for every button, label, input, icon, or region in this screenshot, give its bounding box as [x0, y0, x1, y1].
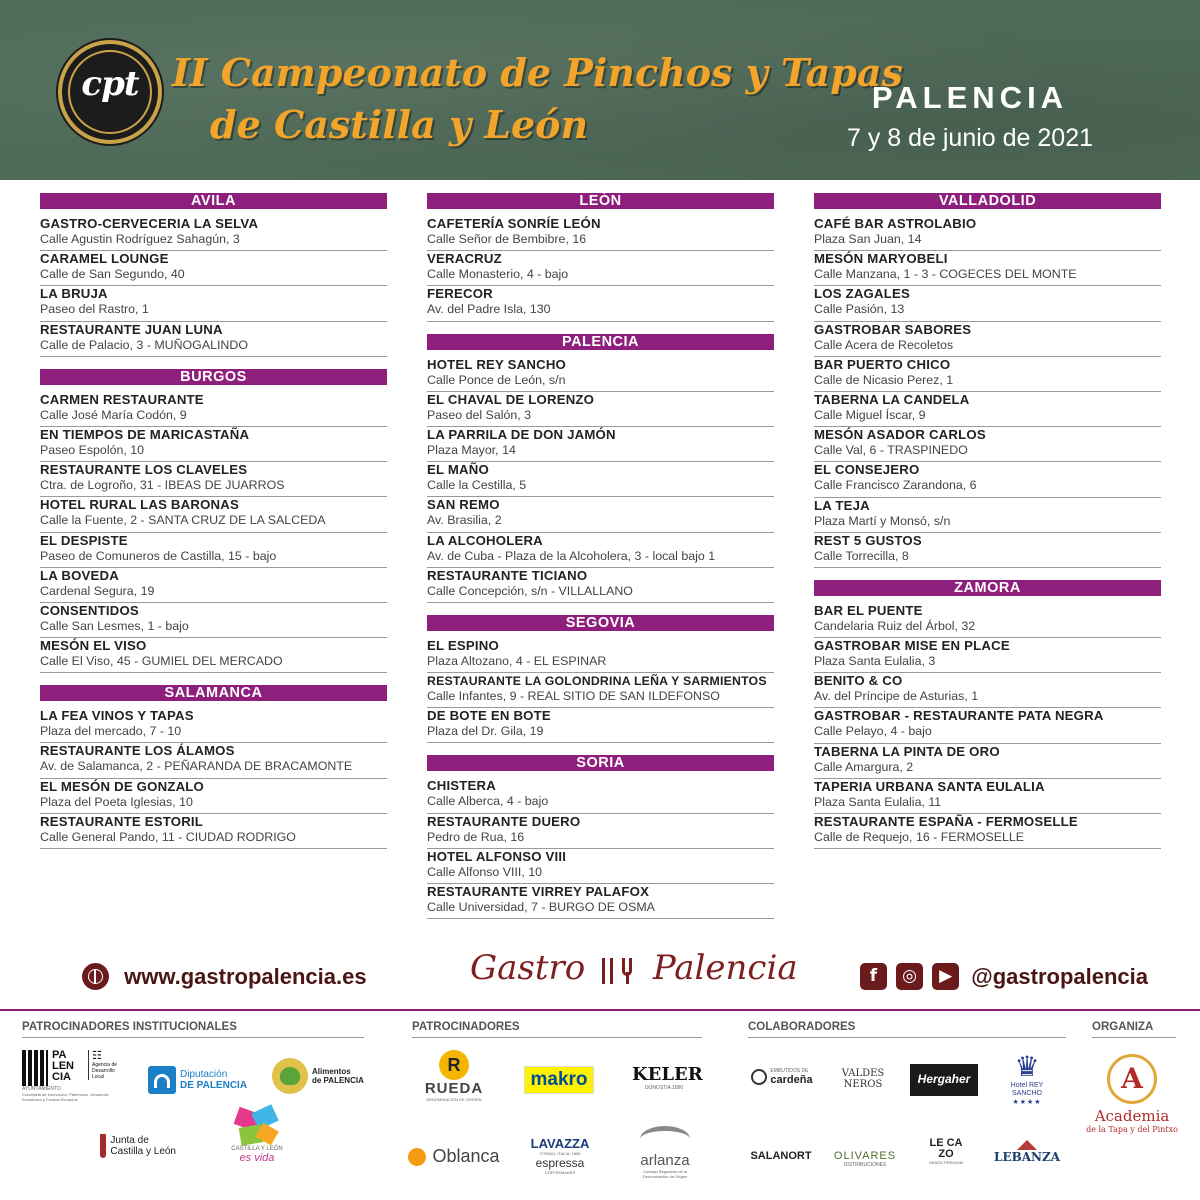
venue-entry [40, 497, 387, 532]
venue-name: LA BRUJA [40, 286, 108, 302]
venue-entry [427, 427, 774, 462]
cutlery-wine-icon [596, 950, 642, 990]
venue-address: Calle Miguel Íscar, 9 [814, 407, 926, 422]
venue-name: TABERNA LA CANDELA [814, 391, 970, 407]
venue-name: RESTAURANTE JUAN LUNA [40, 321, 223, 337]
hergaher-label: Hergaher [917, 1072, 971, 1086]
espressa-label: espressa [535, 1156, 585, 1170]
venue-entry [40, 533, 387, 568]
province-section [427, 615, 774, 744]
province-heading: SALAMANCA [40, 685, 387, 701]
gastro-palencia-logo [470, 948, 798, 1002]
junta-cyl-logo [100, 1134, 176, 1158]
venue-entry [814, 462, 1161, 497]
website-block[interactable] [82, 963, 367, 999]
venue-entry [40, 638, 387, 673]
adl-icon: ☷ [92, 1050, 102, 1062]
lecazo-label: LE CA ZO [929, 1137, 963, 1160]
lavazza-label: LAVAZZA [530, 1136, 590, 1151]
olivares-sub-label: DISTRIBUCIONES [843, 1162, 887, 1168]
venue-address: Av. de Cuba - Plaza de la Alcoholera, 3 - local bajo 1 [427, 548, 716, 563]
venue-entry [427, 251, 774, 286]
province-heading: PALENCIA [427, 334, 774, 350]
salanort-logo [748, 1150, 814, 1162]
hotel-rey-sancho-logo [996, 1052, 1058, 1106]
collaborators-rule [748, 1037, 1066, 1038]
venue-name: BENITO & CO [814, 673, 903, 689]
page-title-line-2: de Castilla y León [210, 102, 589, 147]
olivares-label: OLIVARES [833, 1150, 897, 1162]
province-heading: SORIA [427, 755, 774, 771]
venue-address: Paseo del Rastro, 1 [40, 302, 149, 317]
venue-name: EL CONSEJERO [814, 462, 920, 478]
academia-emblem-icon: A [1107, 1054, 1157, 1104]
venue-entry [814, 392, 1161, 427]
venue-entry [427, 497, 774, 532]
venue-name: LOS ZAGALES [814, 286, 910, 302]
venue-address: Calle Alberca, 4 - bajo [427, 794, 549, 809]
academia-logo [1086, 1054, 1178, 1134]
alimentos-label-2: de PALENCIA [312, 1076, 364, 1085]
venue-name: GASTROBAR SABORES [814, 321, 972, 337]
venue-name: RESTAURANTE LOS ÁLAMOS [40, 743, 235, 759]
venue-name: LA TEJA [814, 497, 870, 513]
venue-entry [427, 708, 774, 743]
instagram-icon[interactable]: ◎ [896, 963, 923, 990]
venue-address: Calle Monasterio, 4 - bajo [427, 267, 569, 282]
venue-name: EL DESPISTE [40, 532, 128, 548]
organizer-rule [1092, 1037, 1176, 1038]
venue-name: RESTAURANTE LOS CLAVELES [40, 462, 248, 478]
venue-name: LA FEA VINOS Y TAPAS [40, 708, 194, 724]
venue-address: Calle General Pando, 11 - CIUDAD RODRIGO [40, 829, 296, 844]
diputacion-label-2: DE PALENCIA [180, 1080, 248, 1091]
venue-address: Calle Infantes, 9 - REAL SITIO DE SAN ILDEFONSO [427, 689, 720, 704]
collaborators-heading: COLABORADORES [748, 1021, 856, 1033]
venue-address: Calle Torrecilla, 8 [814, 548, 909, 563]
cardena-top-label: EMBUTIDOS DE [770, 1068, 809, 1074]
venue-entry [814, 779, 1161, 814]
cardena-label: cardeña [770, 1074, 813, 1086]
venue-address: Plaza Altozano, 4 - EL ESPINAR [427, 653, 607, 668]
venue-address: Calle Agustin Rodríguez Sahagún, 3 [40, 232, 240, 246]
column-right [814, 193, 1161, 861]
mountain-icon [1017, 1140, 1037, 1150]
cyl-star-icon [232, 1106, 282, 1146]
venue-entry [427, 357, 774, 392]
ayuntamiento-label: AYUNTAMIENTO [22, 1086, 61, 1092]
venue-address: Plaza del mercado, 7 - 10 [40, 724, 182, 739]
adl-small-label: Concejalía de Innovación, Patrimonio, Desarrollo Económico y Fondos Europeos [22, 1092, 109, 1102]
venue-name: EN TIEMPOS DE MARICASTAÑA [40, 426, 250, 442]
venue-address: Calle El Viso, 45 - GUMIEL DEL MERCADO [40, 654, 283, 669]
venue-entry [427, 568, 774, 603]
venue-entry [814, 427, 1161, 462]
sponsors-institutional-rule [22, 1037, 364, 1038]
venue-entry [814, 744, 1161, 779]
venue-entry [427, 849, 774, 884]
venue-entry [814, 638, 1161, 673]
youtube-icon[interactable]: ▶ [932, 963, 959, 990]
arlanza-sub-label: Consejo Regulador de la Denominación de Origen [642, 1169, 688, 1179]
venue-name: LA PARRILA DE DON JAMÓN [427, 426, 616, 442]
venue-address: Calle Val, 6 - TRASPINEDO [814, 443, 968, 458]
venue-entry [427, 392, 774, 427]
cyl-es-vida-logo [224, 1106, 290, 1164]
sponsors-institutional-heading: PATROCINADORES INSTITUCIONALES [22, 1021, 237, 1033]
keler-label: KELER [632, 1064, 703, 1085]
venue-address: Ctra. de Logroño, 31 - IBEAS DE JUARROS [40, 478, 285, 493]
venue-name: RESTAURANTE TICIANO [427, 567, 588, 583]
venue-entry [40, 427, 387, 462]
venue-name: CHISTERA [427, 778, 497, 794]
venue-address: Av. Brasilia, 2 [427, 513, 502, 528]
venue-address: Plaza Santa Eulalia, 3 [814, 654, 936, 669]
venue-address: Calle de San Segundo, 40 [40, 267, 185, 282]
venue-entry [427, 673, 774, 708]
venue-name: CAFETERÍA SONRÍE LEÓN [427, 216, 601, 231]
arlanza-logo [630, 1126, 700, 1179]
venue-entry [814, 357, 1161, 392]
venue-name: HOTEL ALFONSO VIII [427, 848, 567, 864]
social-block [860, 963, 1148, 999]
venue-entry [40, 568, 387, 603]
venue-name: BAR PUERTO CHICO [814, 356, 951, 372]
junta-shield-icon [100, 1134, 106, 1158]
province-heading: LEÓN [427, 193, 774, 209]
province-section [427, 193, 774, 322]
page-title-line-1: II Campeonato de Pinchos y Tapas [172, 50, 903, 95]
venue-name: CONSENTIDOS [40, 602, 139, 618]
venue-entry [814, 814, 1161, 849]
venue-entry [40, 814, 387, 849]
lecazo-logo [924, 1138, 968, 1165]
lecazo-sub-label: ASADO PREMIUM [928, 1160, 963, 1165]
venue-address: Calle de Requejo, 16 - FERMOSELLE [814, 830, 1025, 844]
venue-address: Calle Universidad, 7 - BURGO DE OSMA [427, 900, 655, 914]
venue-address: Av. de Salamanca, 2 - PEÑARANDA DE BRACAMONTE [40, 759, 353, 774]
academia-label: Academia [1094, 1107, 1170, 1125]
venue-name: SAN REMO [427, 497, 500, 513]
espressa-sub-label: COFFEEMAKER [544, 1170, 576, 1175]
alimentos-label: Alimentos [312, 1067, 351, 1076]
venue-name: EL MAÑO [427, 462, 489, 478]
venue-address: Cardenal Segura, 19 [40, 583, 155, 598]
venue-entry [814, 708, 1161, 743]
venue-name: MESÓN MARYOBELI [814, 251, 948, 267]
venue-entry [40, 603, 387, 638]
venue-name: RESTAURANTE ESTORIL [40, 813, 204, 829]
palencia-logo-text: PA LEN CIA [52, 1049, 74, 1083]
keler-logo [632, 1064, 703, 1091]
crown-icon: ♛ [1014, 1051, 1040, 1082]
junta-label: Junta de [110, 1135, 149, 1146]
venue-entry [40, 392, 387, 427]
oblanca-label: Oblanca [432, 1146, 500, 1166]
venue-name: RESTAURANTE LA GOLONDRINA LEÑA Y SARMIENTOS [427, 674, 767, 689]
venue-address: Calle José María Codón, 9 [40, 407, 187, 422]
venue-entry [40, 251, 387, 286]
venue-name: VERACRUZ [427, 251, 502, 267]
venue-address: Calle Pelayo, 4 - bajo [814, 724, 932, 739]
arlanza-label: arlanza [640, 1152, 690, 1169]
venue-name: CAFÉ BAR ASTROLABIO [814, 216, 977, 231]
venue-address: Plaza Santa Eulalia, 11 [814, 794, 942, 809]
gastro-logo-right: Palencia [652, 948, 798, 988]
valdesneros-logo [838, 1068, 888, 1090]
venue-address: Calle la Cestilla, 5 [427, 478, 527, 493]
olivares-logo [832, 1150, 898, 1168]
venue-entry [814, 603, 1161, 638]
province-heading: ZAMORA [814, 580, 1161, 596]
host-city: PALENCIA [871, 80, 1069, 115]
province-section [427, 755, 774, 919]
keler-sub-label: DONOSTIA 1890 [644, 1085, 684, 1091]
venue-name: GASTROBAR - RESTAURANTE PATA NEGRA [814, 708, 1104, 724]
venue-address: Calle Acera de Recoletos [814, 337, 954, 352]
venue-address: Candelaria Ruiz del Árbol, 32 [814, 618, 976, 633]
venue-address: Pedro de Rua, 16 [427, 829, 525, 844]
adl-logo [88, 1050, 124, 1080]
diputacion-palencia-logo [148, 1066, 248, 1094]
venue-name: CARAMEL LOUNGE [40, 251, 169, 267]
column-middle [427, 193, 774, 931]
event-dates: 7 y 8 de junio de 2021 [846, 124, 1094, 152]
province-section [40, 685, 387, 849]
header-banner [0, 0, 1200, 180]
adl-label: Agencia de Desarrollo Local [92, 1062, 118, 1080]
arlanza-wave-icon [640, 1126, 690, 1152]
venue-entry [40, 322, 387, 357]
venue-entry [40, 286, 387, 321]
facebook-icon[interactable]: f [860, 963, 887, 990]
gastro-logo-left: Gastro [470, 948, 586, 988]
venue-name: REST 5 GUSTOS [814, 532, 922, 548]
venue-entry [427, 286, 774, 321]
venue-address: Plaza Mayor, 14 [427, 442, 516, 457]
venue-entry [427, 884, 774, 919]
hergaher-logo [910, 1064, 978, 1096]
venue-name: MESÓN ASADOR CARLOS [814, 427, 986, 443]
venue-entry [427, 216, 774, 251]
venue-name: FERECOR [427, 286, 493, 302]
venue-name: MESÓN EL VISO [40, 638, 147, 654]
venue-entry [40, 743, 387, 778]
venue-address: Calle la Fuente, 2 - SANTA CRUZ DE LA SALCEDA [40, 513, 326, 528]
venue-entry [814, 251, 1161, 286]
venue-name: RESTAURANTE VIRREY PALAFOX [427, 884, 650, 899]
rey-sancho-label: Hotel REY SANCHO [1010, 1082, 1044, 1097]
cpt-logo [58, 40, 162, 144]
makro-label: makro [530, 1069, 588, 1090]
diputacion-icon [148, 1066, 176, 1094]
venue-name: RESTAURANTE ESPAÑA - FERMOSELLE [814, 814, 1078, 829]
cardena-logo [744, 1068, 820, 1086]
venue-address: Plaza del Dr. Gila, 19 [427, 724, 544, 739]
venue-name: TAPERIA URBANA SANTA EULALIA [814, 778, 1045, 794]
lavazza-sub-label: TORINO, ITALIA, 1895 [539, 1151, 581, 1156]
es-vida-label: es vida [239, 1152, 275, 1164]
makro-logo [524, 1066, 594, 1094]
province-section [427, 334, 774, 603]
rueda-sub-label: DENOMINACIÓN DE ORIGEN [426, 1097, 482, 1102]
venue-entry [427, 778, 774, 813]
venue-entry [814, 286, 1161, 321]
province-heading: SEGOVIA [427, 615, 774, 631]
lebanza-logo [994, 1140, 1060, 1164]
rueda-label: RUEDA [424, 1080, 484, 1097]
lebanza-label: LEBANZA [994, 1150, 1061, 1164]
venue-address: Calle Señor de Bembibre, 16 [427, 232, 587, 246]
venue-address: Plaza San Juan, 14 [814, 232, 922, 246]
social-handle[interactable]: @gastropalencia [971, 963, 1149, 989]
venue-address: Av. del Padre Isla, 130 [427, 302, 551, 317]
oblanca-logo [408, 1146, 504, 1167]
venue-entry [40, 779, 387, 814]
stars-icon: ★★★★ [1012, 1099, 1042, 1106]
province-section [40, 369, 387, 674]
province-section [814, 580, 1161, 849]
organizer-heading: ORGANIZA [1092, 1021, 1154, 1033]
rueda-r-icon: R [439, 1050, 469, 1080]
cpt-logo-text: cpt [81, 64, 139, 104]
venue-entry [814, 673, 1161, 708]
venue-address: Calle Ponce de León, s/n [427, 372, 566, 387]
venue-name: BAR EL PUENTE [814, 602, 923, 618]
venue-entry [814, 322, 1161, 357]
venue-entry [814, 216, 1161, 251]
venue-name: GASTRO-CERVECERIA LA SELVA [40, 216, 259, 231]
venue-name: HOTEL RURAL LAS BARONAS [40, 497, 239, 513]
venue-entry [427, 533, 774, 568]
venue-entry [40, 462, 387, 497]
footer-divider [0, 1009, 1200, 1011]
junta-label-2: Castilla y León [110, 1146, 176, 1157]
cardena-icon [751, 1069, 767, 1085]
venue-name: HOTEL REY SANCHO [427, 356, 567, 372]
venue-address: Calle Francisco Zarandona, 6 [814, 478, 977, 493]
venue-entry [427, 638, 774, 673]
venue-name: GASTROBAR MISE EN PLACE [814, 638, 1010, 654]
province-heading: BURGOS [40, 369, 387, 385]
venue-name: EL CHAVAL DE LORENZO [427, 391, 595, 407]
venue-address: Calle Amargura, 2 [814, 759, 914, 774]
venue-address: Av. del Príncipe de Asturias, 1 [814, 689, 979, 704]
venue-address: Paseo del Salón, 3 [427, 407, 532, 422]
cyl-label: CASTILLA Y LEÓN [231, 1146, 283, 1152]
venue-name: TABERNA LA PINTA DE ORO [814, 743, 1000, 759]
venue-address: Calle San Lesmes, 1 - bajo [40, 618, 189, 633]
sponsors-heading: PATROCINADORES [412, 1021, 520, 1033]
venue-entry [40, 216, 387, 251]
venue-name: EL ESPINO [427, 637, 499, 653]
venue-name: EL MESÓN DE GONZALO [40, 778, 205, 794]
venue-name: RESTAURANTE DUERO [427, 813, 581, 829]
province-section [40, 193, 387, 357]
venue-address: Plaza del Poeta Iglesias, 10 [40, 794, 193, 809]
venue-address: Calle de Nicasio Perez, 1 [814, 372, 954, 387]
salanort-label: SALANORT [750, 1150, 812, 1162]
venue-address: Plaza Martí y Monsó, s/n [814, 513, 951, 528]
venue-entry [814, 498, 1161, 533]
oblanca-icon [408, 1148, 426, 1166]
rueda-logo [424, 1050, 484, 1102]
venue-name: DE BOTE EN BOTE [427, 708, 551, 724]
venue-address: Calle Alfonso VIII, 10 [427, 864, 543, 879]
venue-entry [40, 708, 387, 743]
column-left [40, 193, 387, 861]
globe-icon [82, 963, 109, 990]
venue-name: LA BOVEDA [40, 567, 119, 583]
website-link[interactable]: www.gastropalencia.es [124, 963, 367, 989]
venue-address: Calle Pasión, 13 [814, 302, 905, 317]
venue-address: Calle de Palacio, 3 - MUÑOGALINDO [40, 337, 248, 352]
diputacion-label: Diputación [180, 1069, 228, 1080]
valdesneros-label: VALDES NEROS [841, 1068, 885, 1090]
venue-name: LA ALCOHOLERA [427, 532, 543, 548]
ayuntamiento-palencia-logo [22, 1050, 126, 1102]
venue-address: Calle Concepción, s/n - VILLALLANO [427, 583, 633, 598]
venue-address: Paseo de Comuneros de Castilla, 15 - bajo [40, 548, 277, 563]
alimentos-palencia-logo [272, 1058, 368, 1094]
venue-address: Calle Manzana, 1 - 3 - COGECES DEL MONTE [814, 267, 1077, 282]
venue-address: Paseo Espolón, 10 [40, 442, 145, 457]
palencia-pattern-icon [22, 1050, 48, 1086]
venue-entry [427, 814, 774, 849]
lavazza-espressa-logo [530, 1136, 590, 1175]
province-heading: VALLADOLID [814, 193, 1161, 209]
venue-name: CARMEN RESTAURANTE [40, 391, 204, 407]
academia-sub-label: de la Tapa y del Pintxo [1086, 1125, 1178, 1134]
venue-entry [814, 533, 1161, 568]
province-heading: AVILA [40, 193, 387, 209]
alimentos-icon [272, 1058, 308, 1094]
province-section [814, 193, 1161, 568]
sponsors-rule [412, 1037, 702, 1038]
venue-entry [427, 462, 774, 497]
